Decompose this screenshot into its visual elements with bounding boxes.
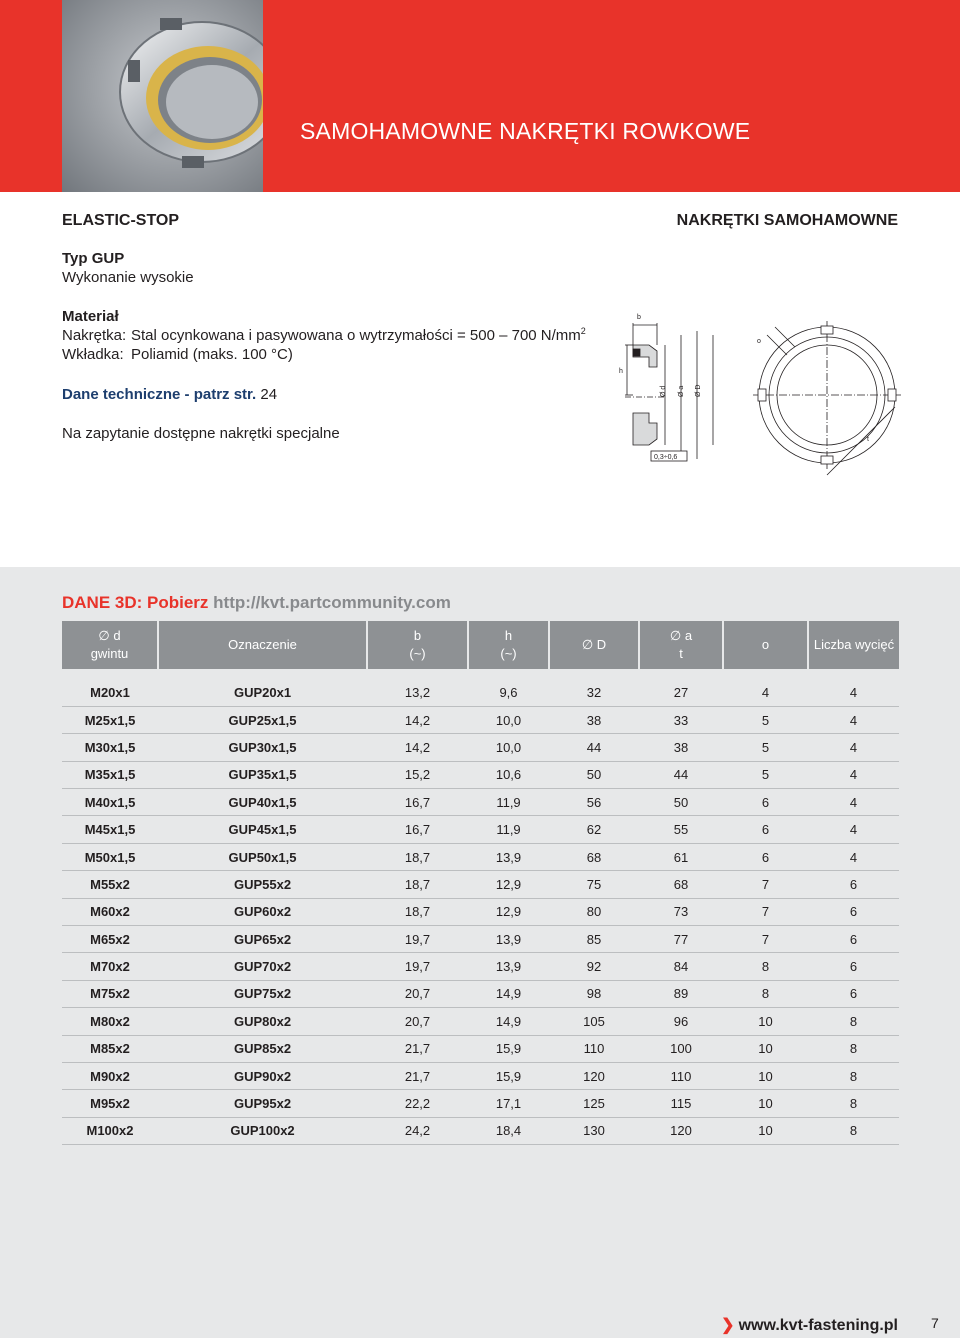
table-cell: GUP75x2 [158,980,367,1007]
table-cell: 12,9 [468,898,549,925]
table-cell: M25x1,5 [62,706,158,733]
material-insert-value: Poliamid (maks. 100 °C) [131,346,293,363]
table-cell: 8 [808,1117,899,1144]
table-cell: 6 [723,816,808,843]
product-photo [62,0,263,192]
table-cell: 8 [808,1035,899,1062]
brand-name: ELASTIC-STOP [62,212,180,229]
table-cell: 10,6 [468,761,549,788]
table-cell: M85x2 [62,1035,158,1062]
table-cell: 10 [723,1090,808,1117]
table-header-row [62,621,899,669]
table-cell: 10 [723,1117,808,1144]
dim-h: h [619,368,623,375]
table-cell: 130 [549,1117,639,1144]
table-cell: 20,7 [367,980,468,1007]
table-cell: 19,7 [367,926,468,953]
tech-data-page[interactable]: 24 [260,386,278,403]
table-cell: M95x2 [62,1090,158,1117]
table-cell: GUP35x1,5 [158,761,367,788]
table-row [62,1062,899,1089]
dimensions-table [62,621,899,1145]
table-cell: 44 [549,734,639,761]
table-cell: GUP100x2 [158,1117,367,1144]
table-cell: M40x1,5 [62,789,158,816]
table-cell: 13,2 [367,679,468,706]
table-row [62,898,899,925]
dim-range: 0,3÷0,6 [654,454,678,461]
table-row [62,980,899,1007]
table-cell: 7 [723,926,808,953]
table-cell: 6 [723,843,808,870]
table-cell: M35x1,5 [62,761,158,788]
table-cell: 14,2 [367,734,468,761]
table-cell: 10 [723,1062,808,1089]
table-cell: 6 [808,980,899,1007]
table-cell: M75x2 [62,980,158,1007]
tech-data-label: Dane techniczne - patrz str. [62,386,257,403]
table-cell: GUP45x1,5 [158,816,367,843]
table-cell: 18,7 [367,843,468,870]
table-cell: 56 [549,789,639,816]
table-cell: 55 [639,816,723,843]
table-cell: GUP60x2 [158,898,367,925]
table-cell: 38 [549,706,639,733]
table-row [62,1117,899,1144]
dim-o: o [757,338,761,345]
table-body [62,669,899,1145]
table-row [62,789,899,816]
table-cell: M65x2 [62,926,158,953]
table-cell: 10 [723,1008,808,1035]
tech-data-reference [62,385,277,404]
table-cell: 4 [808,734,899,761]
col-header-h: h (~) [468,621,549,669]
table-cell: M30x1,5 [62,734,158,761]
header-banner [0,0,960,192]
table-cell: 68 [639,871,723,898]
page-number: 7 [931,1315,939,1331]
table-cell: 5 [723,706,808,733]
download-3d [62,593,451,613]
table-cell: 17,1 [468,1090,549,1117]
table-cell: M100x2 [62,1117,158,1144]
table-row [62,953,899,980]
table-cell: 4 [808,843,899,870]
table-cell: 4 [808,706,899,733]
dim-b: b [637,314,641,321]
table-cell: 110 [549,1035,639,1062]
table-cell: 120 [639,1117,723,1144]
table-cell: 8 [723,953,808,980]
material-insert [62,345,293,364]
table-cell: M45x1,5 [62,816,158,843]
table-cell: 18,7 [367,871,468,898]
col-header-outer-diameter: ∅ D [549,621,639,669]
product-type: Typ GUP [62,250,125,267]
table-cell: 11,9 [468,789,549,816]
table-cell: GUP40x1,5 [158,789,367,816]
product-variant: Wykonanie wysokie [62,269,194,286]
col-header-thread: ∅ d gwintu [62,621,158,669]
table-cell: 14,2 [367,706,468,733]
table-cell: GUP50x1,5 [158,843,367,870]
table-cell: 7 [723,898,808,925]
table-cell: 105 [549,1008,639,1035]
material-nut-value [131,326,586,345]
special-request-note: Na zapytanie dostępne nakrętki specjalne [62,425,340,442]
table-cell: 32 [549,679,639,706]
table-cell: 5 [723,734,808,761]
table-cell: GUP85x2 [158,1035,367,1062]
table-cell: M50x1,5 [62,843,158,870]
table-row [62,843,899,870]
table-cell: 50 [639,789,723,816]
table-cell: 10,0 [468,706,549,733]
col-header-designation: Oznaczenie [158,621,367,669]
table-cell: 4 [808,816,899,843]
footer-website[interactable] [721,1315,898,1335]
table-cell: 13,9 [468,843,549,870]
table-cell: 85 [549,926,639,953]
table-cell: 50 [549,761,639,788]
table-cell: 15,9 [468,1035,549,1062]
website-link[interactable]: www.kvt-fastening.pl [738,1317,898,1334]
table-cell: GUP80x2 [158,1008,367,1035]
table-cell: 9,6 [468,679,549,706]
table-cell: GUP25x1,5 [158,706,367,733]
table-cell: GUP70x2 [158,953,367,980]
table-cell: M60x2 [62,898,158,925]
table-cell: 10 [723,1035,808,1062]
table-cell: 61 [639,843,723,870]
table-row [62,1090,899,1117]
table-cell: 4 [808,679,899,706]
table-cell: 96 [639,1008,723,1035]
col-header-a: ∅ a t [639,621,723,669]
chevron-right-icon: ❯ [721,1317,735,1334]
material-nut [62,326,586,345]
col-header-slots: Liczba wycięć [808,621,899,669]
table-cell: 13,9 [468,926,549,953]
dim-D: Ø D [695,384,702,397]
table-cell: 20,7 [367,1008,468,1035]
table-row [62,1035,899,1062]
table-cell: 6 [808,871,899,898]
table-cell: 4 [808,789,899,816]
table-cell: 6 [808,953,899,980]
table-cell: GUP65x2 [158,926,367,953]
table-cell: 22,2 [367,1090,468,1117]
table-cell: 73 [639,898,723,925]
table-cell: 92 [549,953,639,980]
table-cell: 77 [639,926,723,953]
table-cell: 12,9 [468,871,549,898]
table-row [62,926,899,953]
table-cell: GUP20x1 [158,679,367,706]
table-cell: 16,7 [367,816,468,843]
material-nut-text: Stal ocynkowana i pasywowana o wytrzymałości = 500 – 700 N/mm [131,327,581,344]
table-cell: 6 [723,789,808,816]
unit-superscript: 2 [580,326,586,336]
table-cell: 8 [808,1062,899,1089]
table-cell: 33 [639,706,723,733]
table-cell: 18,7 [367,898,468,925]
table-cell: 110 [639,1062,723,1089]
table-row [62,706,899,733]
table-cell: M20x1 [62,679,158,706]
table-cell: 4 [808,761,899,788]
table-cell: 84 [639,953,723,980]
table-cell: 27 [639,679,723,706]
table-cell: GUP55x2 [158,871,367,898]
table-row [62,734,899,761]
table-cell: 8 [808,1008,899,1035]
table-cell: 6 [808,898,899,925]
table-cell: M80x2 [62,1008,158,1035]
table-cell: 62 [549,816,639,843]
table-cell: 14,9 [468,980,549,1007]
table-cell: 120 [549,1062,639,1089]
table-cell: 15,2 [367,761,468,788]
table-row [62,679,899,706]
table-cell: 16,7 [367,789,468,816]
dim-a: Ø a [678,385,685,397]
table-cell: 18,4 [468,1117,549,1144]
table-cell: M55x2 [62,871,158,898]
table-cell: 11,9 [468,816,549,843]
table-cell: 24,2 [367,1117,468,1144]
table-cell: 68 [549,843,639,870]
table-cell: 44 [639,761,723,788]
table-cell: 14,9 [468,1008,549,1035]
page-title: SAMOHAMOWNE NAKRĘTKI ROWKOWE [300,118,751,144]
dim-d: Ø d [660,385,667,397]
download-link[interactable]: http://kvt.partcommunity.com [213,593,451,612]
table-cell: GUP95x2 [158,1090,367,1117]
material-insert-label: Wkładka: [62,346,124,363]
col-header-b: b (~) [367,621,468,669]
table-cell: 13,9 [468,953,549,980]
table-cell: 21,7 [367,1035,468,1062]
col-header-o: o [723,621,808,669]
table-cell: 125 [549,1090,639,1117]
table-cell: GUP30x1,5 [158,734,367,761]
table-cell: 5 [723,761,808,788]
table-cell: 80 [549,898,639,925]
table-cell: 100 [639,1035,723,1062]
download-label: DANE 3D: Pobierz [62,593,209,612]
category-name: NAKRĘTKI SAMOHAMOWNE [676,212,898,229]
material-nut-label: Nakrętka: [62,327,127,344]
table-row [62,816,899,843]
table-cell: M90x2 [62,1062,158,1089]
table-cell: 15,9 [468,1062,549,1089]
table-cell: 10,0 [468,734,549,761]
table-cell: 8 [808,1090,899,1117]
table-cell: 98 [549,980,639,1007]
table-cell: 8 [723,980,808,1007]
table-row [62,761,899,788]
table-cell: 89 [639,980,723,1007]
table-cell: 115 [639,1090,723,1117]
material-heading: Materiał [62,308,119,325]
table-cell: 21,7 [367,1062,468,1089]
table-cell: 6 [808,926,899,953]
table-row [62,871,899,898]
table-cell: 4 [723,679,808,706]
table-cell: M70x2 [62,953,158,980]
table-cell: 75 [549,871,639,898]
table-cell: 38 [639,734,723,761]
table-cell: 7 [723,871,808,898]
table-row [62,1008,899,1035]
technical-drawing [605,305,905,490]
table-cell: 19,7 [367,953,468,980]
table-cell: GUP90x2 [158,1062,367,1089]
dim-t: t [867,436,869,443]
